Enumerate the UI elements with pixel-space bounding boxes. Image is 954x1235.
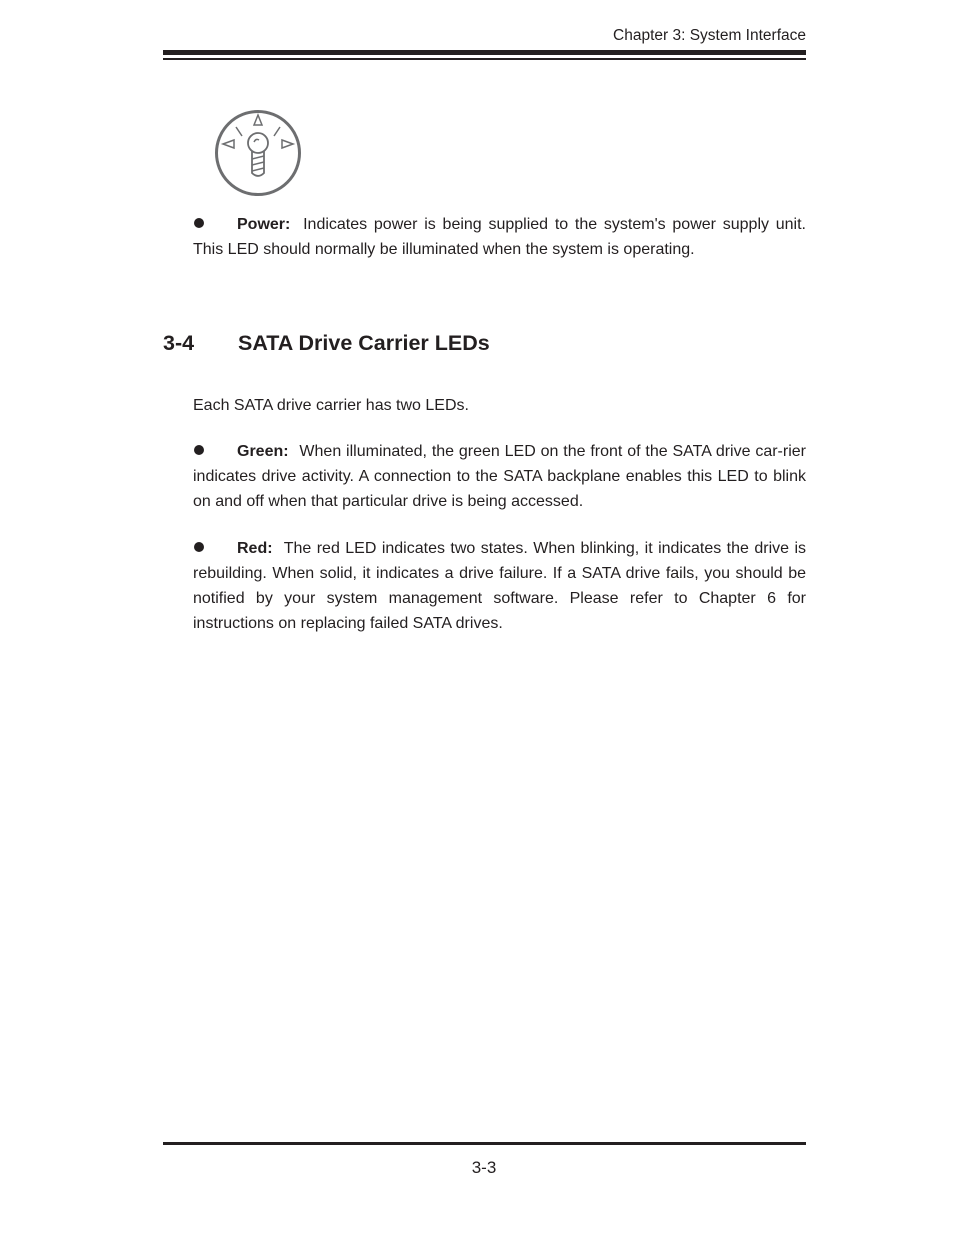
header-rule-thick [163,50,806,55]
footer-rule [163,1142,806,1145]
power-led-description [193,212,806,262]
green-led-description [193,439,806,514]
section-number: 3-4 [163,331,195,355]
green-text: When illuminated, the green LED on the front of the SATA drive car-rier indicates drive activity. A connection to the SATA backplane enables this LED to blink on and off when that particular drive is being accessed. [193,443,806,510]
power-led-lightbulb-icon [214,109,302,197]
chapter-title: Chapter 3: System Interface [613,27,806,44]
power-text: Indicates power is being supplied to the system's power supply unit. This LED should normally be illuminated when the system is operating. [193,216,806,258]
section-intro: Each SATA drive carrier has two LEDs. [193,397,469,414]
red-led-description [193,536,806,636]
bullet-icon [194,218,204,228]
power-label: Power: [237,216,291,233]
header-rule-thin [163,58,806,60]
page-number: 3-3 [471,1158,497,1177]
section-title: SATA Drive Carrier LEDs [238,331,490,355]
section-heading [163,331,490,356]
bullet-icon [194,542,204,552]
bullet-icon [194,445,204,455]
red-text: The red LED indicates two states. When blinking, it indicates the drive is rebuilding. When solid, it indicates a drive failure. If a SATA drive fails, you should be notified by your system management software. Please refer to Chapter 6 for instructions on replacing failed SATA drives. [193,540,807,632]
red-label: Red: [237,540,273,557]
green-label: Green: [237,443,289,460]
